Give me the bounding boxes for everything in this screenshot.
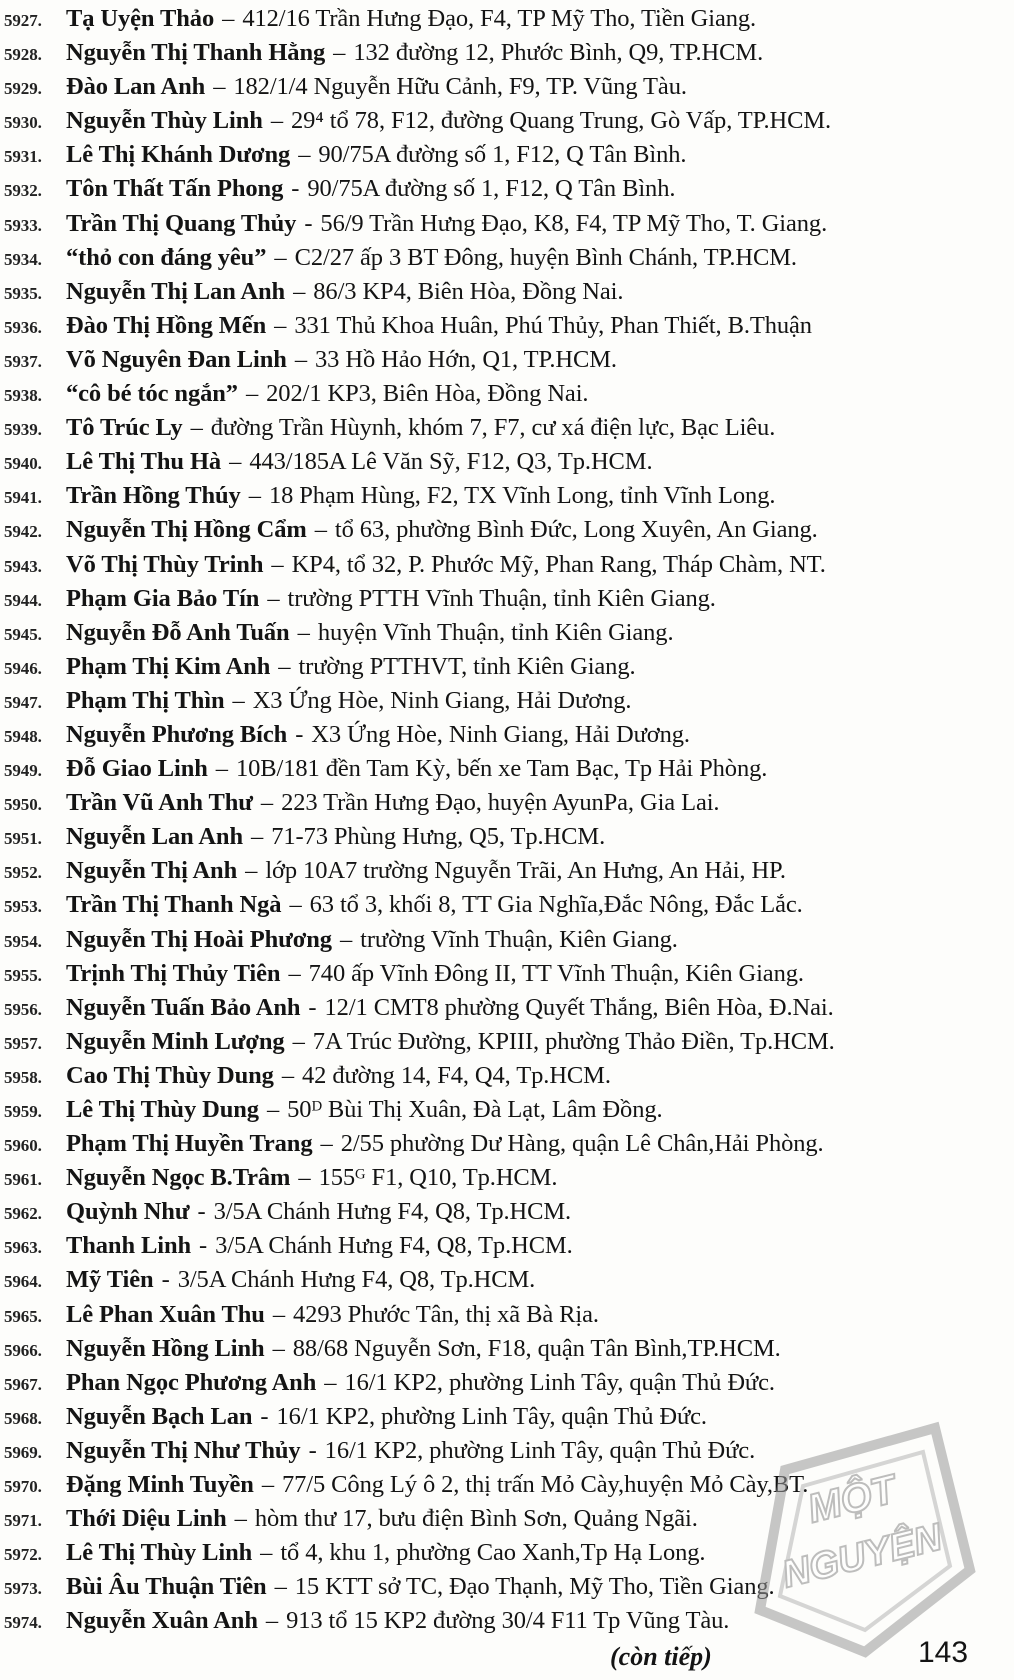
entry-address: 223 Trần Hưng Đạo, huyện AyunPa, Gia Lai. — [281, 789, 720, 817]
list-item — [4, 616, 989, 650]
entry-name: Trần Vũ Anh Thư — [66, 789, 253, 817]
list-item — [4, 1093, 989, 1127]
entry-separator: – — [270, 107, 283, 135]
entry-name: Nguyễn Tuấn Bảo Anh — [66, 993, 301, 1021]
list-item — [4, 548, 989, 582]
entry-separator: – — [274, 311, 287, 339]
entry-address: 12/1 CMT8 phường Quyết Thắng, Biên Hòa, Đ.Nai. — [324, 993, 834, 1021]
entry-address: 2/55 phường Dư Hàng, quận Lê Chân,Hải Phòng. — [340, 1130, 824, 1158]
entry-address: đường Trần Hùynh, khóm 7, F7, cư xá điện lực, Bạc Liêu. — [210, 414, 776, 442]
list-item — [4, 1195, 989, 1229]
entry-separator: – — [333, 39, 346, 67]
entry-address: 16/1 KP2, phường Linh Tây, quận Thủ Đức. — [276, 1402, 707, 1430]
entry-number: 5967. — [4, 1374, 42, 1394]
entry-separator: - — [295, 720, 304, 748]
entry-name: Mỹ Tiên — [66, 1266, 154, 1294]
watermark-text-line1: MỘT — [803, 1467, 901, 1532]
entry-separator: – — [260, 1539, 273, 1567]
entry-number: 5956. — [4, 999, 42, 1019]
entry-separator: – — [314, 516, 327, 544]
entry-number: 5957. — [4, 1033, 42, 1053]
list-item — [4, 1161, 989, 1195]
entry-number: 5954. — [4, 931, 42, 951]
entry-separator: – — [248, 482, 261, 510]
entry-separator: – — [245, 857, 258, 885]
list-item — [4, 1298, 989, 1332]
entry-name: Nguyễn Đỗ Anh Tuấn — [66, 618, 290, 646]
entry-address: tổ 63, phường Bình Đức, Long Xuyên, An Giang. — [334, 516, 818, 544]
entry-name: Đỗ Giao Linh — [66, 755, 208, 783]
list-item — [4, 104, 989, 138]
entry-address: 740 ấp Vĩnh Đông II, TT Vĩnh Thuận, Kiên Giang. — [308, 959, 804, 987]
list-item — [4, 820, 989, 854]
entry-address: 33 Hồ Hảo Hớn, Q1, TP.HCM. — [315, 345, 617, 373]
entry-number: 5966. — [4, 1340, 42, 1360]
list-item — [4, 1025, 989, 1059]
entry-name: Thanh Linh — [66, 1232, 191, 1260]
entry-separator: – — [292, 1027, 305, 1055]
entry-number: 5944. — [4, 590, 42, 610]
entry-address: 16/1 KP2, phường Linh Tây, quận Thủ Đức. — [324, 1436, 756, 1464]
entry-number: 5949. — [4, 761, 42, 781]
entry-separator: – — [324, 1368, 337, 1396]
entry-separator: – — [271, 550, 284, 578]
entry-separator: – — [234, 1505, 247, 1533]
page-number: 143 — [918, 1636, 969, 1669]
entry-address: 18 Phạm Hùng, F2, TX Vĩnh Long, tỉnh Vĩnh Long. — [268, 482, 776, 510]
list-item — [4, 172, 989, 206]
entry-name: Lê Thị Thu Hà — [66, 448, 222, 476]
entry-number: 5963. — [4, 1238, 42, 1258]
entry-name: Nguyễn Thị Anh — [66, 857, 238, 885]
entry-address: 412/16 Trần Hưng Đạo, F4, TP Mỹ Tho, Tiền Giang. — [242, 5, 757, 32]
entry-address: 4293 Phước Tân, thị xã Bà Rịa. — [293, 1300, 599, 1328]
entry-number: 5927. — [4, 11, 42, 30]
entry-address: 16/1 KP2, phường Linh Tây, quận Thủ Đức. — [344, 1368, 775, 1396]
list-item — [4, 582, 989, 616]
entry-separator: – — [281, 1061, 294, 1089]
entry-number: 5972. — [4, 1545, 42, 1565]
entry-number: 5961. — [4, 1170, 42, 1190]
entry-separator: – — [294, 345, 307, 373]
entry-name: Quỳnh Như — [66, 1198, 190, 1226]
entry-number: 5930. — [4, 113, 42, 133]
entry-separator: – — [222, 5, 235, 32]
entry-separator: – — [213, 73, 226, 101]
entry-number: 5960. — [4, 1136, 42, 1156]
entry-name: Nguyễn Thị Như Thủy — [66, 1436, 301, 1464]
list-item — [4, 650, 989, 684]
entry-number: 5973. — [4, 1579, 42, 1599]
entry-number: 5968. — [4, 1408, 42, 1428]
entry-number: 5947. — [4, 692, 42, 712]
list-item — [4, 888, 989, 922]
entry-separator: – — [339, 925, 353, 953]
entry-address: 90/75A đường số 1, F12, Q Tân Bình. — [307, 175, 676, 203]
entry-number: 5962. — [4, 1204, 42, 1224]
entry-address: 77/5 Công Lý ô 2, thị trấn Mỏ Cày,huyện Mỏ Cày,BT. — [282, 1471, 809, 1499]
watermark-text-line2: NGUYỆN — [778, 1516, 947, 1597]
entry-name: Thới Diệu Linh — [66, 1505, 227, 1533]
entry-address: hòm thư 17, bưu điện Bình Sơn, Quảng Ngãi. — [254, 1505, 698, 1533]
list-item — [4, 1229, 989, 1263]
list-item — [4, 991, 989, 1025]
entry-name: Nguyễn Bạch Lan — [66, 1402, 253, 1430]
entry-number: 5952. — [4, 863, 42, 883]
entry-number: 5942. — [4, 522, 42, 542]
entry-address: 913 tổ 15 KP2 đường 30/4 F11 Tp Vũng Tàu. — [286, 1607, 730, 1635]
entry-separator: – — [298, 141, 311, 169]
entry-number: 5945. — [4, 624, 42, 644]
entry-address: 155ᴳ F1, Q10, Tp.HCM. — [318, 1164, 558, 1192]
entry-number: 5940. — [4, 454, 42, 474]
entry-address: X3 Ứng Hòe, Ninh Giang, Hải Dương. — [252, 686, 632, 714]
entry-separator: – — [245, 380, 259, 408]
entry-address: 71-73 Phùng Hưng, Q5, Tp.HCM. — [271, 823, 606, 851]
entry-name: Trần Thị Thanh Ngà — [66, 891, 282, 919]
entry-name: Nguyễn Phương Bích — [66, 720, 288, 748]
list-item — [4, 923, 989, 957]
entry-number: 5933. — [4, 215, 42, 235]
entry-address: 182/1/4 Nguyễn Hữu Cảnh, F9, TP. Vũng Tàu. — [233, 73, 687, 101]
entry-number: 5929. — [4, 79, 42, 99]
entry-name: Tôn Thất Tấn Phong — [66, 175, 284, 203]
entry-address: 63 tổ 3, khối 8, TT Gia Nghĩa,Đắc Nông, Đắc Lắc. — [309, 891, 803, 919]
entry-address: 443/185A Lê Văn Sỹ, F12, Q3, Tp.HCM. — [249, 448, 653, 476]
entry-name: “cô bé tóc ngắn” — [66, 380, 238, 408]
entry-number: 5931. — [4, 147, 42, 167]
entry-separator: – — [288, 959, 301, 987]
entry-separator: – — [229, 448, 242, 476]
entry-name: Nguyễn Thị Thanh Hằng — [66, 39, 326, 67]
entry-number: 5937. — [4, 351, 42, 371]
list-item — [4, 377, 989, 411]
list-item — [4, 207, 989, 241]
entry-address: 132 đường 12, Phước Bình, Q9, TP.HCM. — [353, 39, 764, 67]
entry-separator: – — [289, 891, 302, 919]
entry-number: 5946. — [4, 658, 42, 678]
list-item — [4, 854, 989, 888]
entry-separator: – — [297, 618, 310, 646]
entry-name: Phạm Thị Huyền Trang — [66, 1130, 313, 1158]
list-item — [4, 786, 989, 820]
entry-name: Lê Thị Khánh Dương — [66, 141, 291, 169]
entry-name: Lê Phan Xuân Thu — [66, 1300, 265, 1328]
watermark-logo — [745, 1420, 980, 1660]
list-item — [4, 479, 989, 513]
entry-name: “thỏ con đáng yêu” — [66, 243, 267, 271]
list-item — [4, 36, 989, 70]
entry-separator: – — [265, 1607, 279, 1635]
entry-number: 5965. — [4, 1306, 42, 1326]
entry-name: Nguyễn Thị Hồng Cẩm — [66, 516, 307, 544]
entry-address: huyện Vĩnh Thuận, tỉnh Kiên Giang. — [317, 618, 674, 646]
entry-name: Nguyễn Ngọc B.Trâm — [66, 1164, 291, 1192]
list-item — [4, 309, 989, 343]
entry-address: 42 đường 14, F4, Q4, Tp.HCM. — [302, 1061, 611, 1089]
entry-name: Lê Thị Thùy Linh — [66, 1539, 253, 1567]
list-item — [4, 2, 989, 36]
entry-address: 56/9 Trần Hưng Đạo, K8, F4, TP Mỹ Tho, T. Giang. — [320, 209, 828, 237]
entry-address: 7A Trúc Đường, KPIII, phường Thảo Điền, Tp.HCM. — [312, 1027, 835, 1055]
entry-number: 5932. — [4, 181, 42, 201]
entry-number: 5928. — [4, 45, 42, 65]
entry-address: trường Vĩnh Thuận, Kiên Giang. — [360, 925, 678, 953]
entry-number: 5936. — [4, 317, 42, 337]
entry-address: 29⁴ tổ 78, F12, đường Quang Trung, Gò Vấp, TP.HCM. — [291, 107, 832, 135]
continued-note: (còn tiếp) — [610, 1642, 712, 1671]
list-item — [4, 1366, 989, 1400]
list-item — [4, 684, 989, 718]
entry-separator: – — [272, 1334, 285, 1362]
entry-number: 5950. — [4, 795, 42, 815]
entry-name: Đào Lan Anh — [66, 73, 206, 101]
list-item — [4, 70, 989, 104]
entry-separator: – — [267, 584, 280, 612]
entry-number: 5935. — [4, 283, 42, 303]
entry-name: Trần Thị Quang Thủy — [66, 209, 297, 237]
entry-address: 50ᴰ Bùi Thị Xuân, Đà Lạt, Lâm Đồng. — [287, 1096, 663, 1123]
list-item — [4, 1263, 989, 1297]
entry-number: 5939. — [4, 420, 42, 440]
entry-name: Trần Hồng Thúy — [66, 482, 241, 510]
entry-number: 5948. — [4, 726, 42, 746]
entry-separator: – — [274, 1573, 287, 1601]
list-item — [4, 445, 989, 479]
entry-address: KP4, tổ 32, P. Phước Mỹ, Phan Rang, Tháp Chàm, NT. — [291, 550, 826, 578]
entry-separator: – — [190, 414, 203, 442]
entry-separator: - — [260, 1402, 269, 1430]
entry-name: Đào Thị Hồng Mến — [66, 311, 267, 339]
entry-separator: – — [251, 823, 264, 851]
entry-name: Nguyễn Lan Anh — [66, 823, 243, 851]
entry-number: 5941. — [4, 488, 42, 508]
entry-address: C2/27 ấp 3 BT Đông, huyện Bình Chánh, TP.HCM. — [294, 243, 797, 271]
entry-address: 3/5A Chánh Hưng F4, Q8, Tp.HCM. — [177, 1266, 536, 1294]
list-item — [4, 1332, 989, 1366]
entry-separator: - — [197, 1198, 206, 1226]
entry-separator: - — [161, 1266, 170, 1294]
list-item — [4, 1127, 989, 1161]
entry-number: 5969. — [4, 1442, 42, 1462]
list-item — [4, 241, 989, 275]
entry-number: 5964. — [4, 1272, 42, 1292]
entry-separator: – — [260, 789, 274, 817]
entry-name: Nguyễn Minh Lượng — [66, 1027, 285, 1055]
entry-address: 202/1 KP3, Biên Hòa, Đồng Nai. — [266, 380, 589, 408]
entry-number: 5943. — [4, 556, 42, 576]
entry-address: X3 Ứng Hòe, Ninh Giang, Hải Dương. — [311, 720, 690, 748]
entry-name: Tạ Uyện Thảo — [66, 5, 215, 32]
entry-number: 5958. — [4, 1067, 42, 1087]
entry-separator: – — [215, 755, 228, 783]
entry-name: Võ Thị Thùy Trinh — [66, 550, 264, 578]
list-item — [4, 411, 989, 445]
list-item — [4, 138, 989, 172]
entry-separator: – — [274, 243, 287, 271]
entry-separator: – — [266, 1096, 280, 1123]
entry-number: 5971. — [4, 1511, 42, 1531]
entry-address: 90/75A đường số 1, F12, Q Tân Bình. — [318, 141, 687, 169]
entry-address: trường PTTH Vĩnh Thuận, tỉnh Kiên Giang. — [287, 584, 716, 612]
entry-separator: – — [298, 1164, 311, 1192]
entry-address: 3/5A Chánh Hưng F4, Q8, Tp.HCM. — [215, 1232, 573, 1260]
entry-name: Nguyễn Hồng Linh — [66, 1334, 265, 1362]
entry-address: trường PTTHVT, tỉnh Kiên Giang. — [298, 652, 636, 680]
entry-name: Phan Ngọc Phương Anh — [66, 1368, 317, 1396]
entry-address: 15 KTT sở TC, Đạo Thạnh, Mỹ Tho, Tiền Giang. — [294, 1573, 775, 1601]
entry-number: 5974. — [4, 1613, 42, 1633]
entry-name: Võ Nguyên Đan Linh — [66, 345, 287, 373]
entry-address: lớp 10A7 trường Nguyễn Trãi, An Hưng, An Hải, HP. — [265, 857, 786, 885]
entry-address: tổ 4, khu 1, phường Cao Xanh,Tp Hạ Long. — [280, 1539, 706, 1567]
list-item — [4, 957, 989, 991]
entry-name: Đặng Minh Tuyền — [66, 1471, 254, 1499]
list-item — [4, 275, 989, 309]
entry-number: 5938. — [4, 386, 42, 406]
entry-name: Trịnh Thị Thủy Tiên — [66, 959, 281, 987]
entry-name: Nguyễn Xuân Anh — [66, 1607, 258, 1635]
entry-separator: - — [199, 1232, 208, 1260]
list-item — [4, 752, 989, 786]
entry-name: Phạm Thị Thìn — [66, 686, 225, 714]
entry-separator: - — [308, 993, 317, 1021]
entry-number: 5934. — [4, 249, 42, 269]
entry-separator: – — [278, 652, 291, 680]
entry-number: 5970. — [4, 1477, 42, 1497]
entry-number: 5951. — [4, 829, 42, 849]
entry-address: 331 Thủ Khoa Huân, Phú Thủy, Phan Thiết, B.Thuận — [294, 311, 812, 339]
entry-address: 10B/181 đền Tam Kỳ, bến xe Tam Bạc, Tp Hải Phòng. — [235, 755, 768, 783]
entry-address: 86/3 KP4, Biên Hòa, Đồng Nai. — [313, 277, 624, 305]
entry-name: Tô Trúc Ly — [66, 414, 183, 442]
entry-name: Phạm Thị Kim Anh — [66, 652, 271, 680]
entry-number: 5959. — [4, 1102, 42, 1121]
list-item — [4, 718, 989, 752]
entry-name: Cao Thị Thùy Dung — [66, 1061, 274, 1089]
list-item — [4, 1059, 989, 1093]
entry-number: 5955. — [4, 965, 42, 985]
list-item — [4, 513, 989, 547]
entry-name: Bùi Âu Thuận Tiên — [66, 1573, 267, 1601]
entry-name: Phạm Gia Bảo Tín — [66, 584, 260, 612]
entry-name: Lê Thị Thùy Dung — [66, 1096, 259, 1123]
entry-separator: – — [320, 1130, 333, 1158]
entry-separator: – — [261, 1471, 274, 1499]
entry-separator: – — [272, 1300, 285, 1328]
entry-separator: – — [293, 277, 306, 305]
entry-list — [4, 2, 989, 1639]
entry-name: Nguyễn Thùy Linh — [66, 107, 263, 135]
entry-separator: - — [304, 209, 313, 237]
entry-address: 3/5A Chánh Hưng F4, Q8, Tp.HCM. — [213, 1198, 572, 1226]
entry-name: Nguyễn Thị Hoài Phương — [66, 925, 332, 953]
entry-separator: - — [308, 1436, 317, 1464]
entry-address: 88/68 Nguyễn Sơn, F18, quận Tân Bình,TP.HCM. — [292, 1334, 781, 1362]
entry-name: Nguyễn Thị Lan Anh — [66, 277, 286, 305]
entry-number: 5953. — [4, 897, 42, 917]
entry-separator: – — [232, 686, 245, 714]
list-item — [4, 343, 989, 377]
entry-separator: - — [291, 175, 300, 203]
page-footer — [0, 1634, 1014, 1680]
